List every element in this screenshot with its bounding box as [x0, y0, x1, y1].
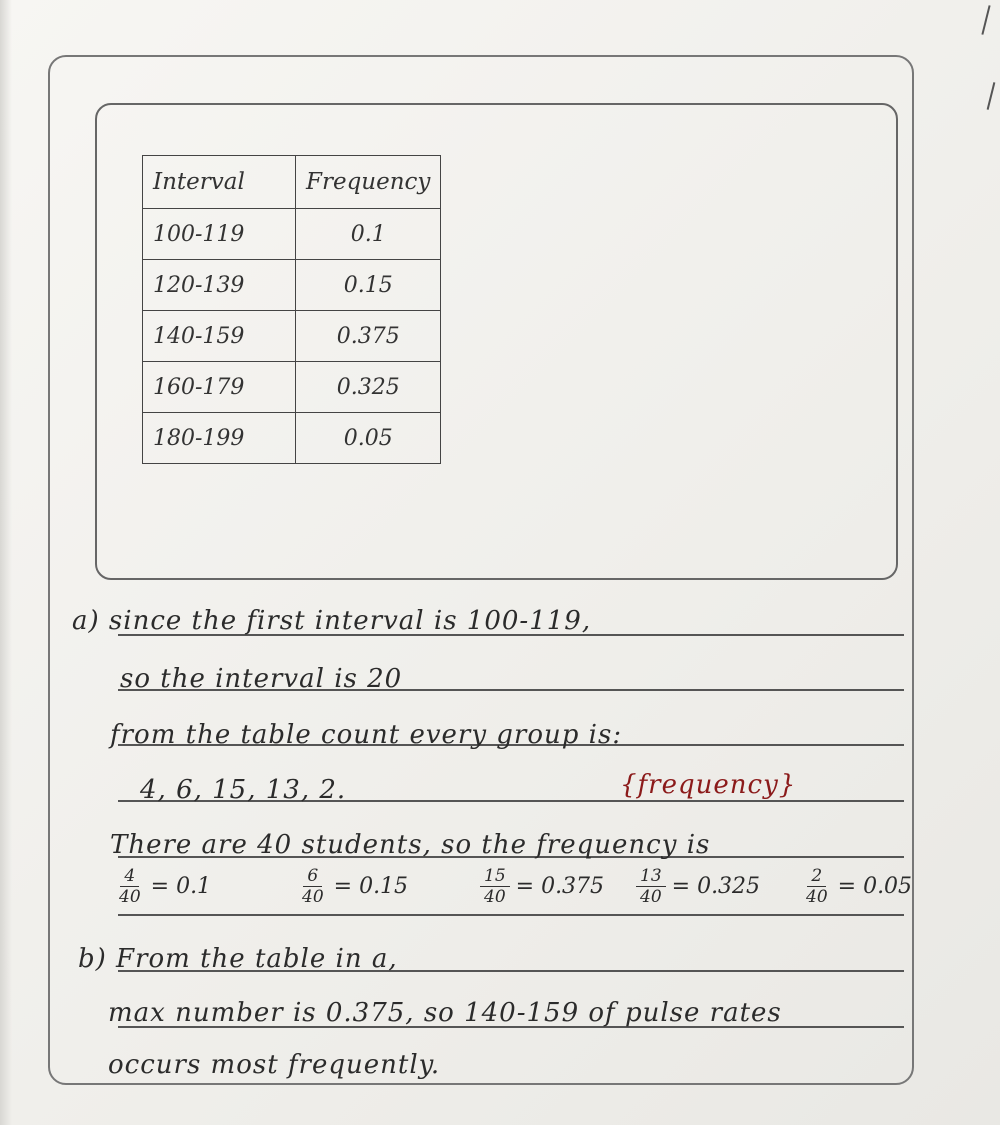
solution-line-conclusion: occurs most frequently.	[108, 1050, 441, 1080]
table-row	[143, 260, 441, 311]
solution-line-interval: so the interval is 20	[120, 664, 403, 694]
frequency-note: {frequency}	[620, 770, 797, 800]
table-header-row	[143, 156, 441, 209]
solution-line-students: There are 40 students, so the frequency is	[110, 830, 711, 860]
interval-cell: 180-199	[143, 413, 296, 464]
margin-stroke	[981, 5, 990, 35]
interval-cell: 160-179	[143, 362, 296, 413]
interval-cell: 100-119	[143, 209, 296, 260]
interval-header: Interval	[143, 156, 296, 209]
interval-cell: 140-159	[143, 311, 296, 362]
table-row	[143, 413, 441, 464]
frequency-cell: 0.375	[296, 311, 441, 362]
frequency-cell: 0.05	[296, 413, 441, 464]
fraction-numerator: 6	[303, 866, 322, 887]
margin-stroke	[987, 82, 996, 110]
frequency-table	[142, 155, 441, 464]
fraction-result: = 0.15	[333, 874, 409, 899]
fraction-calc	[115, 866, 211, 907]
fraction-denominator: 40	[640, 887, 662, 907]
fraction-denominator: 40	[302, 887, 324, 907]
frequency-cell: 0.15	[296, 260, 441, 311]
table-row	[143, 209, 441, 260]
fraction-calc	[636, 866, 760, 907]
fraction-denominator: 40	[806, 887, 828, 907]
fraction-calc	[802, 866, 912, 907]
frequency-cell: 0.1	[296, 209, 441, 260]
frequency-header: Frequency	[296, 156, 441, 209]
fraction-denominator: 40	[484, 887, 506, 907]
fraction-numerator: 13	[636, 866, 666, 887]
table-row	[143, 311, 441, 362]
fraction-numerator: 4	[120, 866, 139, 887]
solution-line-count: from the table count every group is:	[110, 720, 623, 750]
fraction-result: = 0.375	[515, 874, 605, 899]
fraction-result: = 0.05	[837, 874, 913, 899]
interval-cell: 120-139	[143, 260, 296, 311]
page-edge	[0, 0, 12, 1125]
ruled-line	[118, 914, 904, 916]
solution-line-a: a) since the first interval is 100-119,	[72, 606, 592, 636]
solution-line-counts: 4, 6, 15, 13, 2.	[140, 775, 347, 805]
fraction-calc	[480, 866, 604, 907]
fraction-result: = 0.1	[150, 874, 212, 899]
fraction-numerator: 2	[807, 866, 826, 887]
frequency-cell: 0.325	[296, 362, 441, 413]
fraction-numerator: 15	[480, 866, 510, 887]
solution-line-max: max number is 0.375, so 140-159 of pulse rates	[108, 998, 782, 1028]
solution-line-b: b) From the table in a,	[78, 944, 398, 974]
fraction-result: = 0.325	[671, 874, 761, 899]
fraction-denominator: 40	[119, 887, 141, 907]
fraction-calc	[298, 866, 408, 907]
table-row	[143, 362, 441, 413]
